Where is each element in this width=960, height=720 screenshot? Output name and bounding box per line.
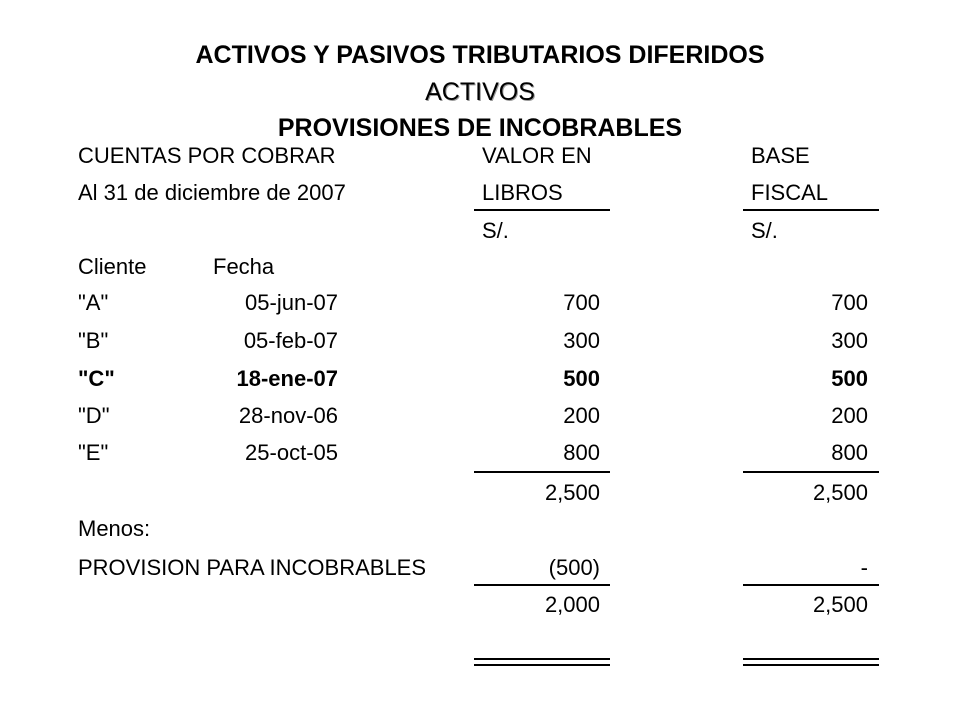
provision-label: PROVISION PARA INCOBRABLES bbox=[78, 555, 427, 580]
row-book-value: 800 bbox=[563, 440, 600, 465]
main-title: ACTIVOS Y PASIVOS TRIBUTARIOS DIFERIDOS bbox=[195, 41, 765, 69]
row-book-value: 300 bbox=[563, 328, 600, 353]
row-date: 05-jun-07 bbox=[245, 290, 338, 315]
book-total-double-rule bbox=[474, 658, 610, 666]
row-tax-base: 700 bbox=[831, 290, 868, 315]
provision-book-value: (500) bbox=[548, 555, 600, 580]
book-provision-rule bbox=[474, 584, 610, 586]
book-total: 2,000 bbox=[544, 592, 600, 617]
tax-subtotal-rule bbox=[743, 471, 879, 473]
row-client: "C" bbox=[78, 366, 115, 391]
row-tax-base: 300 bbox=[831, 328, 868, 353]
tax-currency: S/. bbox=[751, 218, 778, 243]
row-date: 28-nov-06 bbox=[238, 403, 338, 428]
row-book-value: 700 bbox=[563, 290, 600, 315]
date-heading: Al 31 de diciembre de 2007 bbox=[78, 180, 346, 205]
row-book-value: 500 bbox=[563, 366, 600, 391]
row-tax-base: 200 bbox=[831, 403, 868, 428]
row-date: 05-feb-07 bbox=[243, 328, 338, 353]
row-client: "B" bbox=[78, 328, 109, 353]
tax-provision-rule bbox=[743, 584, 879, 586]
book-subtotal: 2,500 bbox=[544, 480, 600, 505]
row-client: "E" bbox=[78, 440, 109, 465]
row-date: 18-ene-07 bbox=[236, 366, 338, 391]
row-date: 25-oct-05 bbox=[245, 440, 338, 465]
row-tax-base: 800 bbox=[831, 440, 868, 465]
sub-title: ACTIVOS bbox=[425, 78, 535, 106]
tax-subtotal: 2,500 bbox=[812, 480, 868, 505]
row-client: "A" bbox=[78, 290, 109, 315]
row-client: "D" bbox=[78, 403, 110, 428]
date-column-label: Fecha bbox=[213, 254, 275, 279]
book-currency: S/. bbox=[482, 218, 509, 243]
tax-base-heading-line2: FISCAL bbox=[751, 180, 829, 205]
account-heading: CUENTAS POR COBRAR bbox=[78, 143, 336, 168]
tax-total-double-rule bbox=[743, 658, 879, 666]
tax-total: 2,500 bbox=[812, 592, 868, 617]
section-title: PROVISIONES DE INCOBRABLES bbox=[277, 114, 683, 142]
tax-base-heading-line1: BASE bbox=[751, 143, 810, 168]
row-tax-base: 500 bbox=[831, 366, 868, 391]
book-header-rule bbox=[474, 209, 610, 211]
tax-header-rule bbox=[743, 209, 879, 211]
provision-tax-base: - bbox=[860, 555, 868, 580]
book-value-heading-line2: LIBROS bbox=[482, 180, 563, 205]
less-label: Menos: bbox=[78, 516, 151, 541]
client-column-label: Cliente bbox=[78, 254, 147, 279]
book-subtotal-rule bbox=[474, 471, 610, 473]
row-book-value: 200 bbox=[563, 403, 600, 428]
book-value-heading-line1: VALOR EN bbox=[482, 143, 592, 168]
